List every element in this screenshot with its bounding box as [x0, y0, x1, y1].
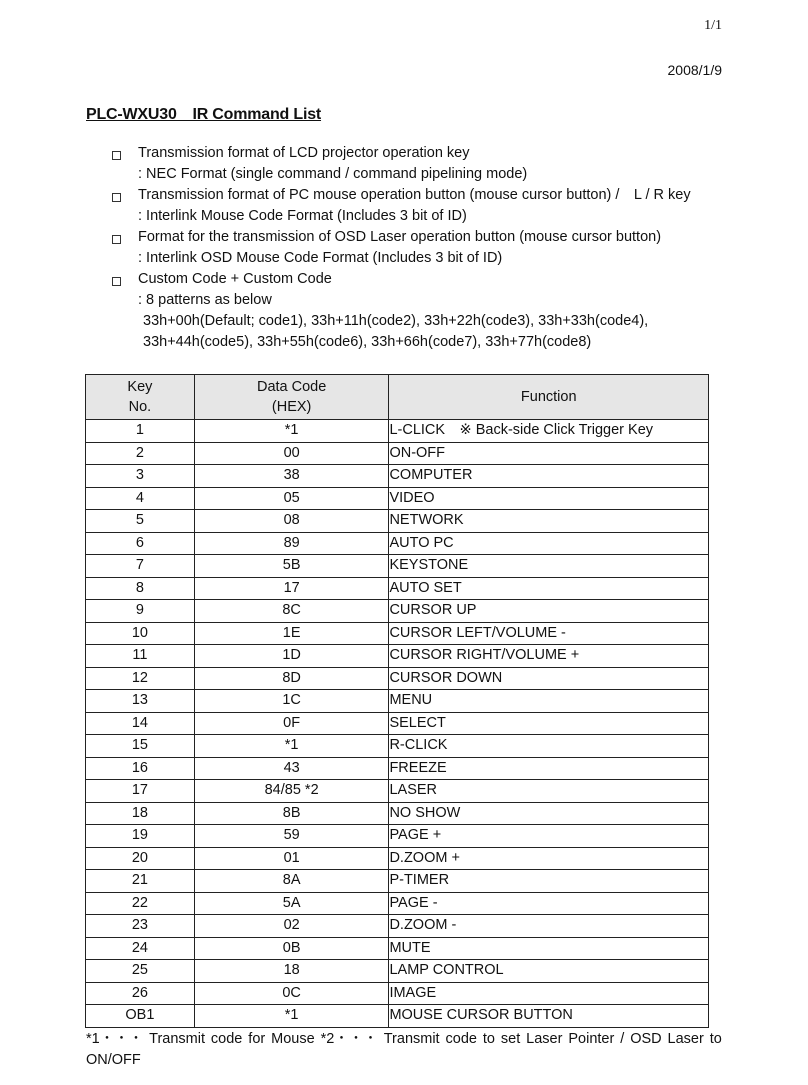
square-bullet-icon — [112, 151, 121, 160]
key-cell: 23 — [86, 915, 195, 938]
data-code-cell: 17 — [194, 577, 389, 600]
table-row — [86, 622, 709, 645]
table-row — [86, 577, 709, 600]
table-row — [86, 847, 709, 870]
function-cell: R-CLICK — [389, 735, 709, 758]
table-row — [86, 465, 709, 488]
function-cell: CURSOR RIGHT/VOLUME + — [389, 645, 709, 668]
footnote-word: to — [482, 1031, 495, 1047]
key-cell: 3 — [86, 465, 195, 488]
table-row — [86, 532, 709, 555]
custom-code-patterns-line: 33h+00h(Default; code1), 33h+11h(code2), 33h+22h(code3), 33h+33h(code4), — [143, 313, 649, 329]
table-row — [86, 555, 709, 578]
table-body — [86, 420, 709, 1028]
custom-code-patterns-line: 33h+44h(code5), 33h+55h(code6), 33h+66h(code7), 33h+77h(code8) — [143, 334, 592, 350]
bullet-detail: : NEC Format (single command / command pipelining mode) — [138, 166, 528, 182]
footnote-word: *1・・・ — [86, 1031, 144, 1047]
header-data-code-label: Data Code — [256, 379, 327, 395]
table-row — [86, 690, 709, 713]
format-bullet-list — [110, 143, 730, 353]
function-cell: LAMP CONTROL — [389, 960, 709, 983]
data-code-cell: 43 — [194, 757, 389, 780]
data-code-cell: 05 — [194, 487, 389, 510]
table-row — [86, 645, 709, 668]
key-cell: 22 — [86, 892, 195, 915]
function-cell: AUTO SET — [389, 577, 709, 600]
function-cell: PAGE + — [389, 825, 709, 848]
data-code-cell: 1C — [194, 690, 389, 713]
key-cell: 21 — [86, 870, 195, 893]
table-header-row — [86, 375, 709, 420]
key-cell: 26 — [86, 982, 195, 1005]
footnote-word: Pointer — [568, 1031, 615, 1047]
data-code-cell: 0B — [194, 937, 389, 960]
table-row — [86, 870, 709, 893]
footnote-line-1 — [86, 1029, 722, 1050]
table-row — [86, 420, 709, 443]
key-cell: OB1 — [86, 1005, 195, 1028]
key-cell: 18 — [86, 802, 195, 825]
function-cell: MENU — [389, 690, 709, 713]
data-code-cell: *1 — [194, 735, 389, 758]
footnote-word: to — [709, 1031, 722, 1047]
function-cell: L-CLICK ※ Back-side Click Trigger Key — [389, 420, 709, 443]
function-cell: NO SHOW — [389, 802, 709, 825]
data-code-cell: 8B — [194, 802, 389, 825]
table-row — [86, 915, 709, 938]
data-code-cell: 84/85 *2 — [194, 780, 389, 803]
key-cell: 2 — [86, 442, 195, 465]
header-data-code — [194, 375, 389, 420]
key-cell: 7 — [86, 555, 195, 578]
document-title: PLC-WXU30 IR Command List — [86, 106, 322, 123]
function-cell: ON-OFF — [389, 442, 709, 465]
key-cell: 4 — [86, 487, 195, 510]
key-cell: 6 — [86, 532, 195, 555]
header-no-label: No. — [128, 399, 152, 415]
data-code-cell: 59 — [194, 825, 389, 848]
function-cell: COMPUTER — [389, 465, 709, 488]
data-code-cell: 5A — [194, 892, 389, 915]
data-code-cell: 1E — [194, 622, 389, 645]
footnote-word: OSD — [630, 1031, 662, 1047]
table-row — [86, 600, 709, 623]
footnote-word: Laser — [526, 1031, 563, 1047]
square-bullet-icon — [112, 193, 121, 202]
footnote-word: Transmit — [149, 1031, 205, 1047]
key-cell: 12 — [86, 667, 195, 690]
table-row — [86, 960, 709, 983]
table-row — [86, 825, 709, 848]
key-cell: 20 — [86, 847, 195, 870]
ir-command-table — [85, 374, 709, 1028]
key-cell: 8 — [86, 577, 195, 600]
table-row — [86, 982, 709, 1005]
key-cell: 1 — [86, 420, 195, 443]
data-code-cell: 8A — [194, 870, 389, 893]
key-cell: 19 — [86, 825, 195, 848]
bullet-item — [110, 269, 730, 290]
footnote-word: *2・・・ — [320, 1031, 378, 1047]
function-cell: MOUSE CURSOR BUTTON — [389, 1005, 709, 1028]
function-cell: FREEZE — [389, 757, 709, 780]
data-code-cell: 0C — [194, 982, 389, 1005]
data-code-cell: *1 — [194, 420, 389, 443]
header-hex-label: (HEX) — [271, 399, 312, 415]
footnote-word: / — [620, 1031, 625, 1047]
function-cell: AUTO PC — [389, 532, 709, 555]
data-code-cell: *1 — [194, 1005, 389, 1028]
key-cell: 24 — [86, 937, 195, 960]
data-code-cell: 38 — [194, 465, 389, 488]
table-row — [86, 892, 709, 915]
data-code-cell: 08 — [194, 510, 389, 533]
data-code-cell: 8C — [194, 600, 389, 623]
function-cell: LASER — [389, 780, 709, 803]
function-cell: KEYSTONE — [389, 555, 709, 578]
function-cell: IMAGE — [389, 982, 709, 1005]
bullet-heading: Custom Code + Custom Code — [138, 271, 332, 287]
data-code-cell: 18 — [194, 960, 389, 983]
table-row — [86, 937, 709, 960]
key-cell: 13 — [86, 690, 195, 713]
key-cell: 5 — [86, 510, 195, 533]
table-row — [86, 510, 709, 533]
function-cell: MUTE — [389, 937, 709, 960]
square-bullet-icon — [112, 277, 121, 286]
bullet-heading: Transmission format of PC mouse operation button (mouse cursor button) / L / R key — [138, 187, 691, 203]
data-code-cell: 8D — [194, 667, 389, 690]
page-number: 1/1 — [704, 18, 722, 33]
data-code-cell: 01 — [194, 847, 389, 870]
bullet-heading: Transmission format of LCD projector operation key — [138, 145, 470, 161]
footnote-word: Mouse — [271, 1031, 315, 1047]
key-cell: 17 — [86, 780, 195, 803]
bullet-item — [110, 227, 730, 248]
key-cell: 25 — [86, 960, 195, 983]
function-cell: NETWORK — [389, 510, 709, 533]
table-row — [86, 780, 709, 803]
function-cell: PAGE - — [389, 892, 709, 915]
function-cell: D.ZOOM + — [389, 847, 709, 870]
function-cell: D.ZOOM - — [389, 915, 709, 938]
bullet-detail: : Interlink Mouse Code Format (Includes 3 bit of ID) — [138, 208, 467, 224]
data-code-cell: 1D — [194, 645, 389, 668]
footnote-word: for — [248, 1031, 266, 1047]
table-row — [86, 1005, 709, 1028]
footnote-word: Transmit — [383, 1031, 440, 1047]
function-cell: CURSOR DOWN — [389, 667, 709, 690]
footnote-line-2: ON/OFF — [86, 1052, 141, 1068]
footnote — [86, 1029, 722, 1071]
document-date: 2008/1/9 — [667, 62, 722, 78]
table-row — [86, 712, 709, 735]
table-row — [86, 442, 709, 465]
key-cell: 11 — [86, 645, 195, 668]
key-cell: 9 — [86, 600, 195, 623]
data-code-cell: 02 — [194, 915, 389, 938]
key-cell: 10 — [86, 622, 195, 645]
footnote-word: code — [445, 1031, 477, 1047]
table-row — [86, 667, 709, 690]
footnote-word: Laser — [667, 1031, 704, 1047]
bullet-item — [110, 143, 730, 164]
data-code-cell: 89 — [194, 532, 389, 555]
data-code-cell: 5B — [194, 555, 389, 578]
table-row — [86, 757, 709, 780]
bullet-heading: Format for the transmission of OSD Laser operation button (mouse cursor button) — [138, 229, 662, 245]
footnote-word: code — [210, 1031, 243, 1047]
data-code-cell: 0F — [194, 712, 389, 735]
key-cell: 15 — [86, 735, 195, 758]
header-function: Function — [389, 375, 709, 420]
header-key-label: Key — [127, 379, 153, 395]
header-key-no — [86, 375, 195, 420]
function-cell: VIDEO — [389, 487, 709, 510]
function-cell: CURSOR UP — [389, 600, 709, 623]
key-cell: 16 — [86, 757, 195, 780]
bullet-detail: : Interlink OSD Mouse Code Format (Includes 3 bit of ID) — [138, 250, 503, 266]
key-cell: 14 — [86, 712, 195, 735]
footnote-word: set — [500, 1031, 521, 1047]
bullet-detail: : 8 patterns as below — [138, 292, 272, 308]
bullet-item — [110, 185, 730, 206]
function-cell: SELECT — [389, 712, 709, 735]
function-cell: P-TIMER — [389, 870, 709, 893]
square-bullet-icon — [112, 235, 121, 244]
table-row — [86, 802, 709, 825]
function-cell: CURSOR LEFT/VOLUME - — [389, 622, 709, 645]
data-code-cell: 00 — [194, 442, 389, 465]
table-row — [86, 487, 709, 510]
table-row — [86, 735, 709, 758]
